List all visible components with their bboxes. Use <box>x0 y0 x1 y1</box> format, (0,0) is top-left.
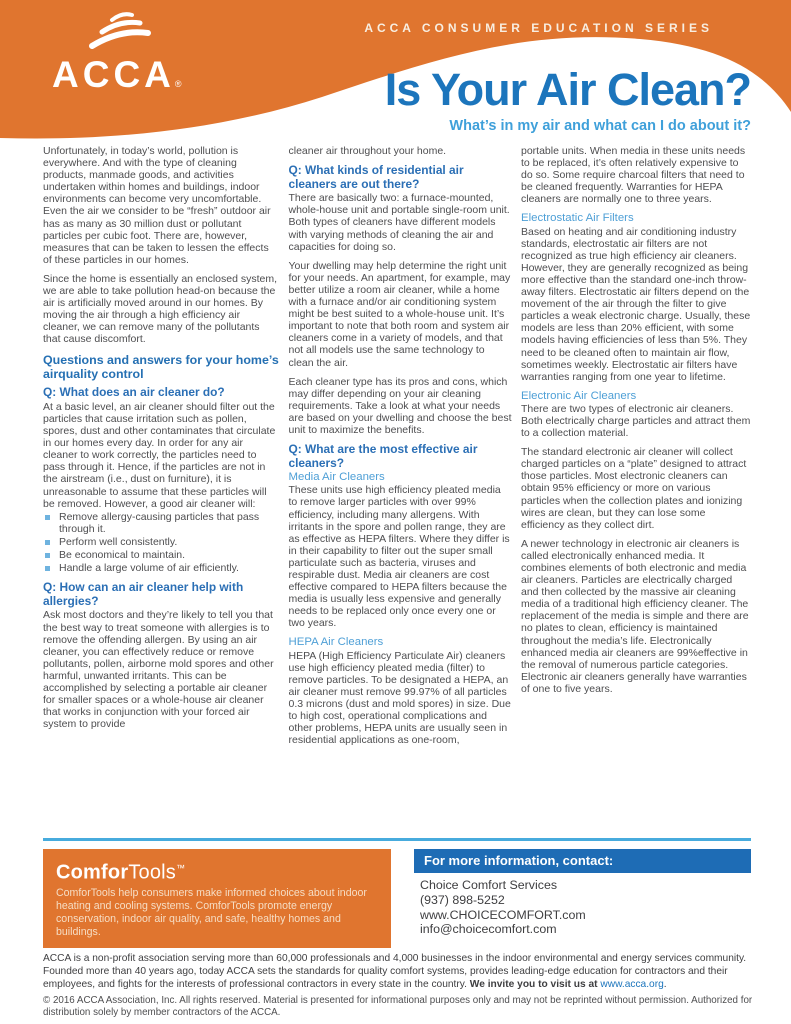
comfortools-title <box>56 857 378 884</box>
about-suffix: . <box>663 978 667 990</box>
contact-website: www.CHOICECOMFORT.com <box>420 907 586 922</box>
copyright-notice: © 2016 ACCA Association, Inc. All rights reserved. Material is presented for informational purposes only and may not be reprinted without permission. Authorized for distribution solely by member contractors of the ACCA. <box>43 995 753 1019</box>
subsection-heading: Electrostatic Air Filters <box>521 212 634 225</box>
paragraph: There are two types of electronic air cleaners. Both electrically charge particles and attract them to a collection material. <box>521 402 751 440</box>
divider-rule <box>43 838 751 841</box>
bullet-text: Be economical to maintain. <box>59 549 186 562</box>
page-subtitle: What’s in my air and what can I do about it? <box>449 118 751 134</box>
contact-heading: For more information, contact: <box>414 849 751 873</box>
about-text: ACCA is a non-profit association serving more than 60,000 professionals and 4,000 businesses in the indoor environmental and energy services community. Founded more than 40 years ago, today ACCA sets the standards for quality comfort systems, provides leading-edge education for contractors and their employees, and fights for the interests of professional contractors in every state in the country. <box>43 953 747 990</box>
column-2 <box>289 145 512 837</box>
series-label: ACCA CONSUMER EDUCATION SERIES <box>364 21 713 35</box>
subsection-heading: Media Air Cleaners <box>288 471 385 484</box>
subsection-heading: Electronic Air Cleaners <box>521 389 637 402</box>
bullet-list <box>43 511 279 574</box>
question-heading: Q: How can an air cleaner help with allergies? <box>43 580 244 608</box>
list-item <box>43 536 279 548</box>
paragraph: These units use high efficiency pleated media to remove larger particles with over 99% efficiency, including many allergens. With irritants in the spore and pollen range, they are as effective as HEPA filters. Where they differ is in their capability to filter out the super small particulate such as bacteria, viruses and respirable dust. Media air cleaners are cost effective compared to HEPA filters because the media is usually less expensive and generally needs to be replaced only once every one or two years. <box>288 484 510 630</box>
paragraph: HEPA (High Efficiency Particulate Air) cleaners use high efficiency pleated media (filter) to remove particles. To be designated a HEPA, an air cleaner must remove 99.97% of all particles 0.3 microns (dust and mold spores) in size. Due to high cost, operational complications and other problems, HEPA units are usually seen in residential applications as one-room, <box>288 649 511 747</box>
paragraph: Since the home is essentially an enclosed system, we are able to take pollution head-on because the air is artificially moved around in our homes. By moving the air through a high efficiency air cleaner, we can remove many of the pollutants that cause discomfort. <box>43 272 278 346</box>
about-acca-paragraph <box>43 953 765 991</box>
page-title: Is Your Air Clean? <box>384 64 751 115</box>
contact-box <box>414 849 751 948</box>
column-1 <box>43 145 279 837</box>
question-heading: Q: What kinds of residential air cleaners are out there? <box>288 163 464 191</box>
paragraph: A newer technology in electronic air cleaners is called electronically enhanced media. It combines elements of both electronic and media air cleaners. Particles are electrically charged and then collected by the massive air cleaning media of a traditional high efficiency cleaner. The replacement of the media is simple and there are no plates to clean, efficiency is maintained throughout the media’s life. Electronically enhanced media air cleaners are 99%effective in the removal of numerous particle categories. Electronic air cleaners generally have warranties of one to five years. <box>521 537 749 695</box>
contact-email: info@choicecomfort.com <box>420 922 557 937</box>
paragraph: Unfortunately, in today’s world, pollution is everywhere. And with the type of cleaning products, manmade goods, and activities undertaken within homes and buildings, indoor environments can become very uncomfortable. Even the air we consider to be “fresh” outdoor air has as many as 30 million dust or pollutant particles per cubic foot. There are, however, measures that can be taken to lessen the effects of these particles in our homes. <box>43 145 271 266</box>
paragraph: Your dwelling may help determine the right unit for your needs. An apartment, for example, may better utilize a room air cleaner, while a home with a furnace and/or air conditioning system might be best suited to a whole-house unit. It’s important to note that both room and system air cleaners come in a variety of models, and that not all models use the same technology to clean the air. <box>288 259 511 369</box>
paragraph: cleaner air throughout your home. <box>288 145 447 157</box>
paragraph: The standard electronic air cleaner will collect charged particles on a “plate” designed to attract those particles. Most electronic cleaners can obtain 95% efficiency or more on various particles when the collection plates and ionizing wires are clean, but they can lose some efficiency as they collect dirt. <box>521 446 747 531</box>
subsection-heading: HEPA Air Cleaners <box>288 636 384 649</box>
paragraph: portable units. When media in these units needs to be replaced, it’s often relatively expensive to do so. Some require charcoal filters that need to be cleaned frequently. Warranties for HEPA cleaners are normally one to three years. <box>521 145 746 206</box>
paragraph: At a basic level, an air cleaner should filter out the particles that cause irritation such as pollen, spores, dust and other contaminates that circulate in our homes every day. In order for any air cleaner to work correctly, the particles need to pass through it. Hence, if the particles are not in the airstream (i.e., dust on furniture), it is unreasonable to assume that these particles will be removed. However, a good air cleaner will: <box>43 400 276 510</box>
acca-logo-word: ACCA <box>52 54 175 95</box>
article-columns <box>43 145 751 837</box>
acca-wave-icon <box>82 12 160 58</box>
trademark-mark: ™ <box>176 863 186 873</box>
comfortools-title-bold: Comfor <box>56 861 129 884</box>
comfortools-title-light: Tools <box>128 861 177 884</box>
bullet-square-icon <box>45 540 50 545</box>
acca-logo-text <box>52 54 242 101</box>
bullet-square-icon <box>45 553 50 558</box>
bullet-square-icon <box>45 566 50 571</box>
bullet-square-icon <box>45 515 50 520</box>
question-heading: Q: What are the most effective air cleaners? <box>288 442 478 470</box>
list-item <box>43 511 279 535</box>
acca-website-link[interactable]: www.acca.org <box>600 978 664 990</box>
contact-details <box>414 873 751 937</box>
acca-logo <box>52 12 242 101</box>
contact-company: Choice Comfort Services <box>420 878 558 892</box>
about-invite-text: We invite you to visit us at <box>469 978 601 990</box>
bullet-text: Handle a large volume of air efficiently. <box>59 562 239 575</box>
column-3 <box>521 145 751 837</box>
paragraph: Each cleaner type has its pros and cons, which may differ depending on your air cleaning requirements. Take a look at what your needs are based on your dwelling and choose the best unit to maximize the benefits. <box>288 375 512 436</box>
bullet-text: Perform well consistently. <box>59 535 178 548</box>
paragraph: There are basically two: a furnace-mounted, whole-house unit and portable single-room unit. Both types of cleaners have different models with varying methods of cleaning the air and capacities for doing so. <box>288 192 510 253</box>
footer-row <box>43 849 751 948</box>
list-item <box>43 549 279 561</box>
section-heading: Questions and answers for your home’s airquality control <box>43 352 279 381</box>
contact-phone: (937) 898-5252 <box>420 892 505 907</box>
bullet-text: Remove allergy-causing particles that pass through it. <box>59 510 260 535</box>
registered-mark: ® <box>174 79 182 89</box>
list-item <box>43 562 279 574</box>
paragraph: Based on heating and air conditioning industry standards, electrostatic air filters are not recognized as true high efficiency air cleaners. However, they are generally recognized as being more effective than the standard one-inch throw-away filters. Electrostatic air filters depend on the movement of the air through the filter to give particles a weak electronic charge. Usually, these models are less than 20% efficient, with some models having efficiencies of less than 5%. They need to be cleaned often to maintain air flow, sometimes weekly. Electrostatic air filters have warranties ranging from one year to lifetime. <box>521 225 751 383</box>
paragraph: Ask most doctors and they’re likely to tell you that the best way to treat someone with allergies is to remove the offending allergen. By using an air cleaner, you can effectively reduce or remove pollutants, pollen, airborne mold spores and other harmful, unwanted irritants. This can be accomplished by selecting a portable air cleaner for smaller spaces or a whole-house air cleaner that works in conjunction with your forced air system to provide <box>43 609 274 731</box>
comfortools-box <box>43 849 391 948</box>
comfortools-text: ComforTools help consumers make informed choices about indoor heating and cooling systems. ComforTools promote energy conservation, indoor air quality, and safe, healthy homes and buildings. <box>56 886 367 939</box>
question-heading: Q: What does an air cleaner do? <box>43 385 225 400</box>
